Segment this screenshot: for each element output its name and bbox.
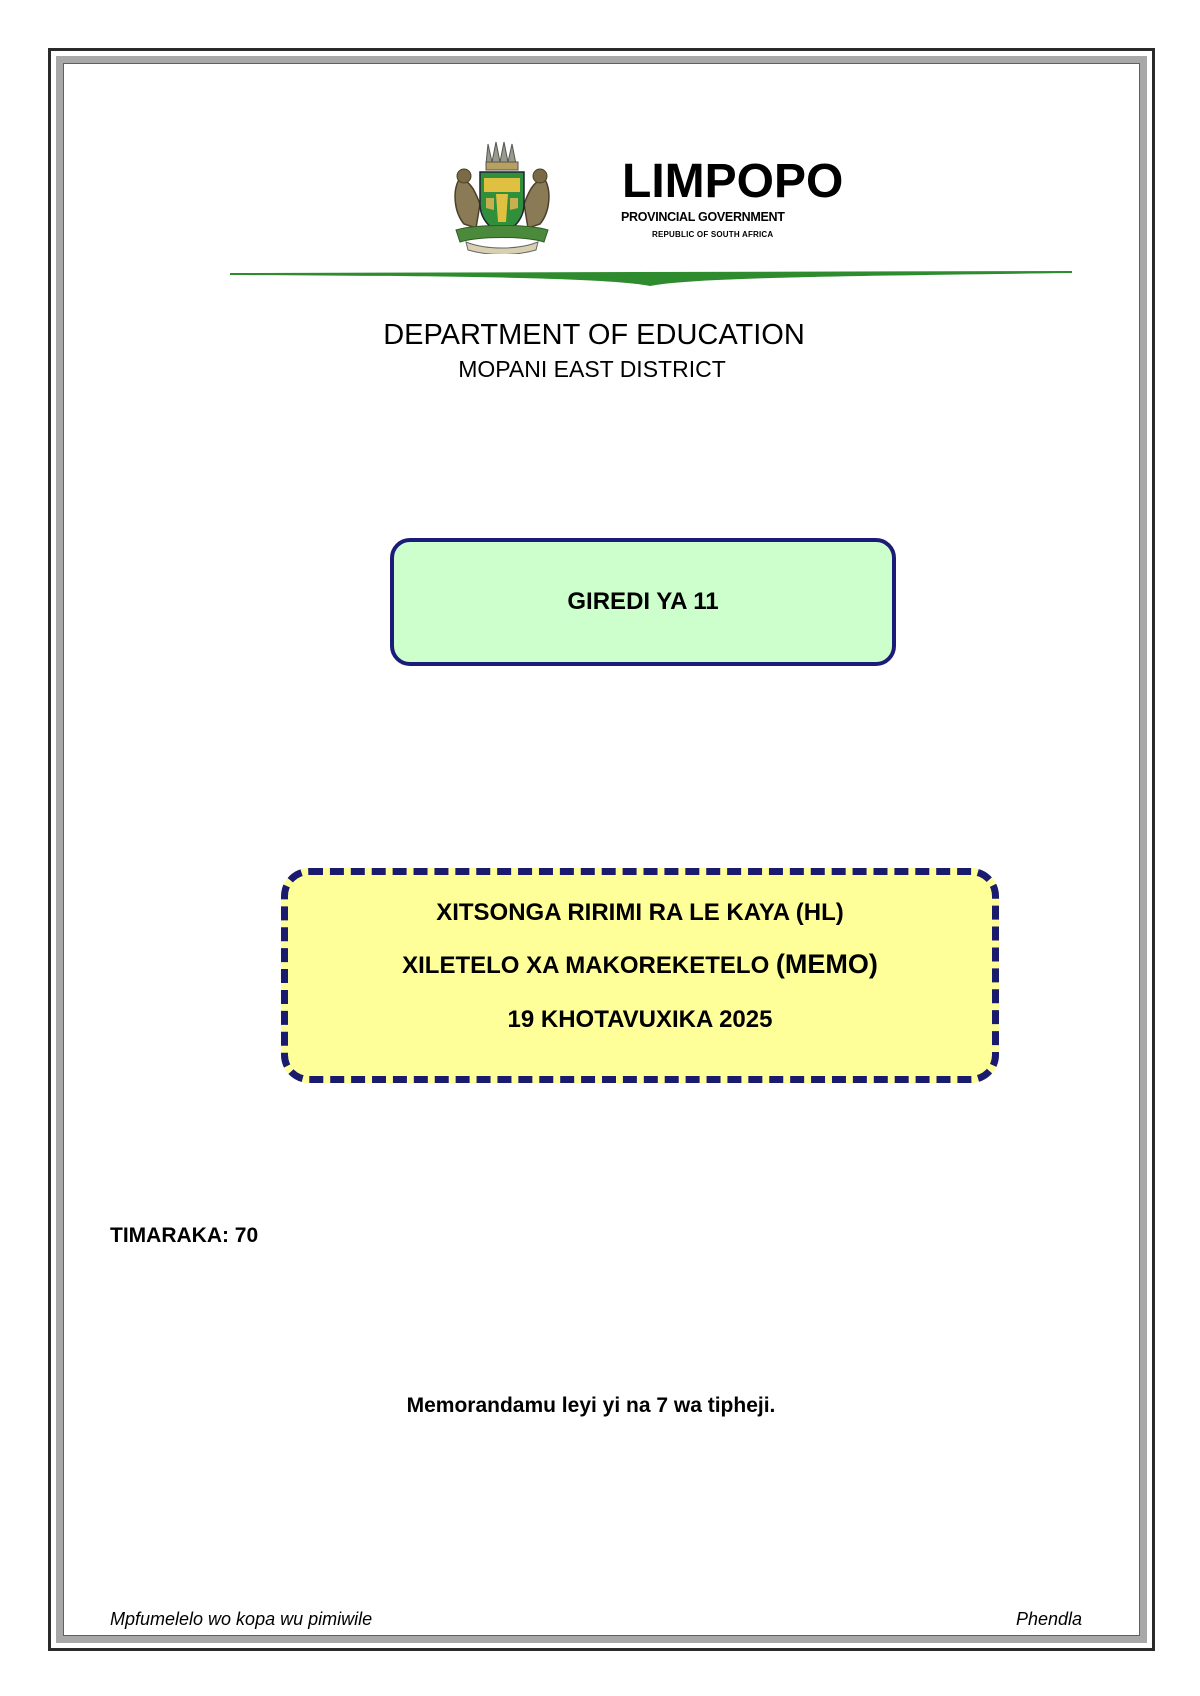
memo-subtitle-emphasis: (MEMO)	[775, 949, 878, 979]
page-count-note: Memorandamu leyi yi na 7 wa tipheji.	[406, 1394, 776, 1417]
total-marks: TIMARAKA: 70	[110, 1224, 259, 1247]
memo-subtitle	[288, 950, 992, 980]
grade-box	[390, 538, 896, 666]
subject-title: XITSONGA RIRIMI RA LE KAYA (HL)	[436, 899, 844, 926]
provincial-government-label: PROVINCIAL GOVERNMENT	[621, 210, 785, 224]
district-name: MOPANI EAST DISTRICT	[458, 356, 726, 382]
footer-copyright-note: Mpfumelelo wo kopa wu pimiwile	[110, 1609, 373, 1629]
republic-label: REPUBLIC OF SOUTH AFRICA	[652, 230, 774, 239]
exam-date: 19 KHOTAVUXIKA 2025	[507, 1006, 773, 1033]
grade-label: GIREDI YA 11	[567, 588, 719, 615]
limpopo-coat-of-arms-icon	[446, 138, 558, 254]
province-title: LIMPOPO	[622, 155, 844, 208]
department-name: DEPARTMENT OF EDUCATION	[383, 319, 805, 351]
memo-subtitle-text: XILETELO XA MAKOREKETELO	[402, 952, 776, 979]
memo-title-box	[281, 868, 999, 1083]
footer-turn-over: Phendla	[1015, 1609, 1082, 1629]
header-green-rule	[230, 270, 1072, 288]
